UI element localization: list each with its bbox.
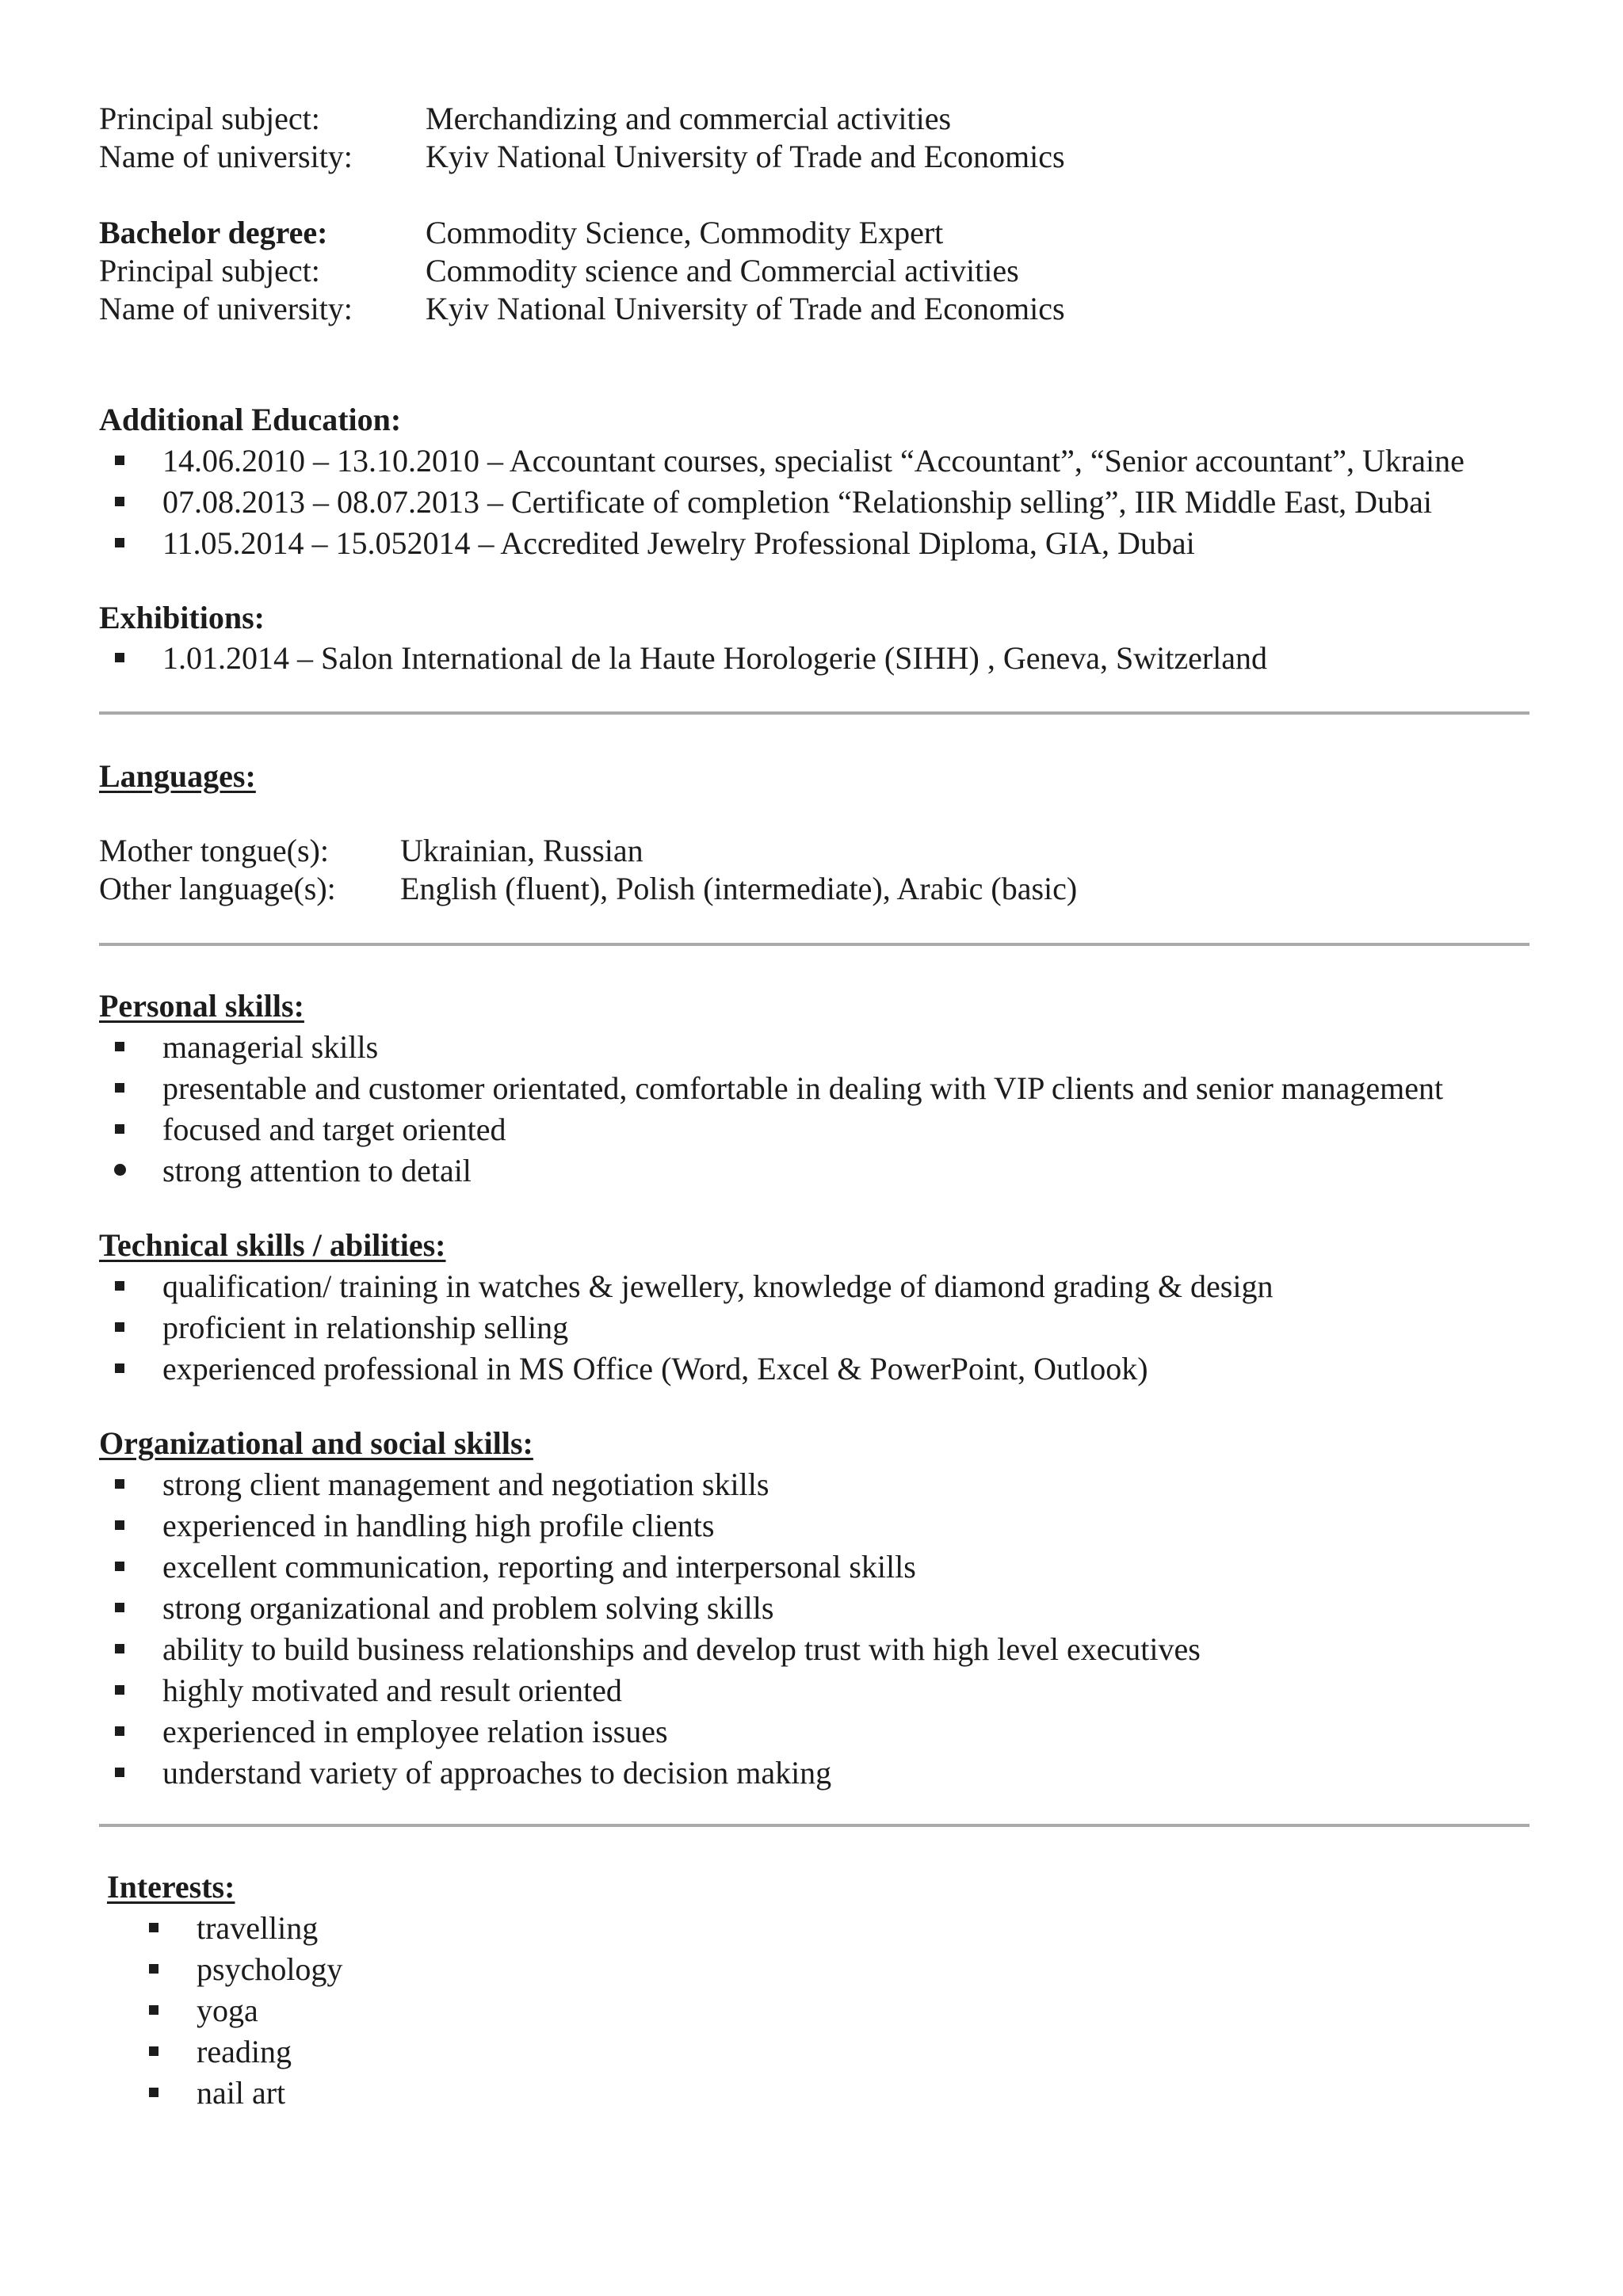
list-item: 1.01.2014 – Salon International de la Haute Horologerie (SIHH) , Geneva, Switzerland [115, 638, 1541, 679]
list-item: 14.06.2010 – 13.10.2010 – Accountant courses, specialist “Accountant”, “Senior accountant”, Ukraine [115, 441, 1541, 482]
master-university-label: Name of university: [99, 139, 353, 174]
square-bullet-icon [115, 1562, 124, 1571]
square-bullet-icon [115, 1083, 124, 1093]
bachelor-principal-subject-label: Principal subject: [99, 253, 320, 288]
section-divider [99, 1824, 1529, 1827]
mother-tongue-row [99, 830, 1209, 871]
technical-skills-heading: Technical skills / abilities: [99, 1227, 446, 1263]
section-divider [99, 711, 1529, 715]
list-item: psychology [149, 1949, 783, 1990]
personal-skills-list [115, 1027, 1541, 1192]
personal-skills-heading: Personal skills: [99, 988, 304, 1024]
exhibitions-heading: Exhibitions: [99, 600, 265, 635]
languages-heading: Languages: [99, 758, 256, 794]
square-bullet-icon [149, 2088, 158, 2097]
section-divider [99, 943, 1529, 946]
technical-skills-list [115, 1266, 1541, 1390]
master-principal-subject-row [99, 98, 1129, 139]
list-item: strong client management and negotiation skills [115, 1464, 1541, 1505]
list-item: excellent communication, reporting and interpersonal skills [115, 1547, 1541, 1588]
list-item: 11.05.2014 – 15.052014 – Accredited Jewelry Professional Diploma, GIA, Dubai [115, 523, 1541, 564]
square-bullet-icon [149, 1923, 158, 1932]
square-bullet-icon [115, 497, 124, 506]
bachelor-degree-label: Bachelor degree: [99, 215, 328, 250]
bachelor-degree-row [99, 212, 1129, 254]
square-bullet-icon [115, 653, 124, 662]
square-bullet-icon [115, 1644, 124, 1653]
additional-education-list [115, 441, 1541, 564]
list-item: understand variety of approaches to decision making [115, 1753, 1541, 1794]
bachelor-university-value: Kyiv National University of Trade and Economics [426, 291, 1065, 326]
list-item: ability to build business relationships and develop trust with high level executives [115, 1629, 1541, 1670]
list-item: nail art [149, 2073, 783, 2114]
square-bullet-icon [115, 1363, 124, 1373]
list-item: experienced professional in MS Office (Word, Excel & PowerPoint, Outlook) [115, 1348, 1541, 1390]
list-item: presentable and customer orientated, comfortable in dealing with VIP clients and senior management [115, 1068, 1541, 1109]
list-item: experienced in employee relation issues [115, 1711, 1541, 1753]
list-item: yoga [149, 1990, 783, 2031]
bachelor-degree-value: Commodity Science, Commodity Expert [426, 215, 944, 250]
round-bullet-icon [114, 1164, 126, 1176]
square-bullet-icon [115, 1479, 124, 1489]
list-item: proficient in relationship selling [115, 1307, 1541, 1348]
list-item: reading [149, 2031, 783, 2073]
square-bullet-icon [115, 1768, 124, 1777]
square-bullet-icon [115, 1685, 124, 1695]
master-university-row [99, 136, 1129, 177]
master-university-value: Kyiv National University of Trade and Economics [426, 139, 1065, 174]
organizational-skills-list [115, 1464, 1541, 1794]
other-languages-value: English (fluent), Polish (intermediate), Arabic (basic) [400, 871, 1078, 906]
additional-education-heading: Additional Education: [99, 402, 402, 437]
square-bullet-icon [115, 1520, 124, 1530]
list-item: highly motivated and result oriented [115, 1670, 1541, 1711]
bachelor-university-row [99, 288, 1129, 330]
square-bullet-icon [149, 1964, 158, 1974]
other-languages-label: Other language(s): [99, 871, 336, 906]
square-bullet-icon [115, 538, 124, 547]
list-item: managerial skills [115, 1027, 1541, 1068]
master-principal-subject-label: Principal subject: [99, 101, 320, 136]
other-languages-row [99, 868, 1209, 910]
bachelor-principal-subject-row [99, 250, 1129, 292]
list-item: 07.08.2013 – 08.07.2013 – Certificate of completion “Relationship selling”, IIR Middle East, Dubai [115, 482, 1541, 523]
interests-heading: Interests: [107, 1869, 235, 1905]
mother-tongue-value: Ukrainian, Russian [400, 833, 643, 868]
square-bullet-icon [149, 2005, 158, 2015]
list-item: qualification/ training in watches & jewellery, knowledge of diamond grading & design [115, 1266, 1541, 1307]
mother-tongue-label: Mother tongue(s): [99, 833, 329, 868]
square-bullet-icon [115, 1281, 124, 1291]
organizational-skills-heading: Organizational and social skills: [99, 1425, 533, 1461]
square-bullet-icon [115, 1726, 124, 1736]
interests-list [149, 1908, 783, 2114]
bachelor-principal-subject-value: Commodity science and Commercial activities [426, 253, 1019, 288]
square-bullet-icon [115, 1042, 124, 1051]
list-item: experienced in handling high profile clients [115, 1505, 1541, 1547]
square-bullet-icon [115, 456, 124, 465]
master-principal-subject-value: Merchandizing and commercial activities [426, 101, 952, 136]
list-item: travelling [149, 1908, 783, 1949]
exhibitions-list [115, 638, 1541, 679]
square-bullet-icon [115, 1322, 124, 1332]
square-bullet-icon [149, 2046, 158, 2056]
square-bullet-icon [115, 1603, 124, 1612]
bachelor-university-label: Name of university: [99, 291, 353, 326]
list-item: focused and target oriented [115, 1109, 1541, 1150]
square-bullet-icon [115, 1124, 124, 1134]
list-item: strong attention to detail [115, 1150, 1541, 1192]
list-item: strong organizational and problem solving skills [115, 1588, 1541, 1629]
